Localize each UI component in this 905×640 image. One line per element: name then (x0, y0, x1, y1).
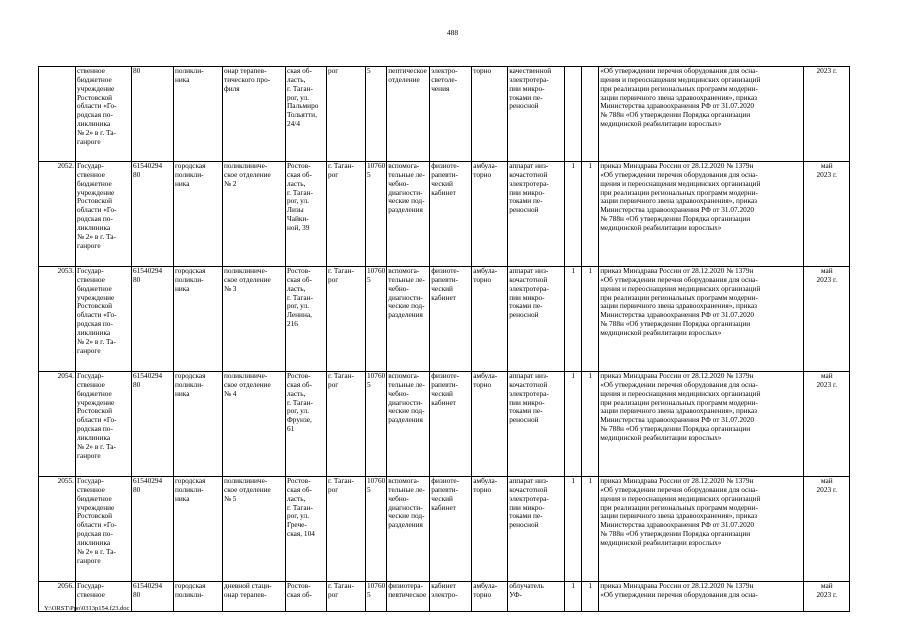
quantity-1: 1 (565, 582, 582, 612)
city: г. Таган- рог (327, 162, 366, 267)
quantity-2: 1 (582, 477, 599, 582)
inn-code: 61540294 80 (132, 477, 174, 582)
equipment-name: аппарат низ- кочастотной электротера- пии микро- токами пе- реносной (508, 267, 565, 372)
delivery-date: май 2023 г. (804, 267, 850, 372)
table-row (39, 477, 850, 582)
row-number: 2056. (39, 582, 76, 612)
oktmo-code: 10760 5 (366, 162, 387, 267)
facility-type: городская поликли- ника (174, 162, 223, 267)
organization-name: Государ- ственное бюджетное учреждение Ростовской области «Го- родская по- ликлиника № 2» в г. Та- ганроге (76, 162, 132, 267)
quantity-2: 1 (582, 162, 599, 267)
address: Ростов- ская об- ласть, г. Таган- рог, ул. Ленина, 216 (286, 267, 327, 372)
legal-basis: приказ Минздрава России от 28.12.2020 № 1379н «Об утверждении перечня оборудования для осна- (599, 582, 804, 612)
organization-name: ственное бюджетное учреждение Ростовской области «Го- родская по- ликлиника № 2» в г. Та- ганроге (76, 67, 132, 162)
address: Ростов- ская об- ласть, г. Таган- рог, ул. Грече- ская, 104 (286, 477, 327, 582)
legal-basis: приказ Минздрава России от 28.12.2020 № 1379н «Об утверждении перечня оборудования для осна- щения и переоснащения медицинских организаций при реализации региональных программ модерни- зации первичного звена здравоохранения», приказ Министерства здравоохранения РФ от 31.07.2020 № 788н «Об утверждении Порядка организации медицинской реабилитации взрослых» (599, 267, 804, 372)
quantity-1: 1 (565, 267, 582, 372)
organization-name: Государ- ственное бюджетное учреждение Ростовской области «Го- родская по- ликлиника № 2» в г. Та- ганроге (76, 267, 132, 372)
department-name: поликлиниче- ское отделение № 5 (223, 477, 286, 582)
department-name: дневной стаци- онар терапев- (223, 582, 286, 612)
row-number: 2054. (39, 372, 76, 477)
delivery-date: май 2023 г. (804, 582, 850, 612)
quantity-2 (582, 67, 599, 162)
department-name: поликлиниче- ское отделение № 4 (223, 372, 286, 477)
subdivision: вспомога- тельные ле- чебно- диагности- ческие под- разделения (387, 372, 430, 477)
city: рог (327, 67, 366, 162)
row-number (39, 67, 76, 162)
facility-type: поликли- ника (174, 67, 223, 162)
inn-code: 61540294 80 (132, 162, 174, 267)
address: Ростов- ская об- ласть, г. Таган- рог, ул. Фрунзе, 61 (286, 372, 327, 477)
cabinet: физиоте- рапевти- ческий кабинет (430, 477, 472, 582)
legal-basis: «Об утверждении перечня оборудования для осна- щения и переоснащения медицинских организаций при реализации региональных программ модерни- зации первичного звена здравоохранения», приказ Министерства здравоохранения РФ от 31.07.2020 № 788н «Об утверждении Порядка организации медицинской реабилитации взрослых» (599, 67, 804, 162)
city: г. Таган- рог (327, 582, 366, 612)
address: ская об- ласть, г. Таган- рог, ул. Пальмиро Тольятти, 24/4 (286, 67, 327, 162)
legal-basis: приказ Минздрава России от 28.12.2020 № 1379н «Об утверждении перечня оборудования для осна- щения и переоснащения медицинских организаций при реализации региональных программ модерни- зации первичного звена здравоохранения», приказ Министерства здравоохранения РФ от 31.07.2020 № 788н «Об утверждении Порядка организации медицинской реабилитации взрослых» (599, 162, 804, 267)
care-condition: амбула- торно (472, 372, 508, 477)
table-row (39, 67, 850, 162)
address: Ростов- ская об- (286, 582, 327, 612)
facility-type: городская поликли- (174, 582, 223, 612)
oktmo-code: 10760 5 (366, 477, 387, 582)
organization-name: Государ- ственное бюджетное учреждение Ростовской области «Го- родская по- ликлиника № 2» в г. Та- ганроге (76, 372, 132, 477)
inn-code: 80 (132, 67, 174, 162)
equipment-name: аппарат низ- кочастотной электротера- пии микро- токами пе- реносной (508, 372, 565, 477)
care-condition: амбула- торно (472, 162, 508, 267)
legal-basis: приказ Минздрава России от 28.12.2020 № 1379н «Об утверждении перечня оборудования для осна- щения и переоснащения медицинских организаций при реализации региональных программ модерни- зации первичного звена здравоохранения», приказ Министерства здравоохранения РФ от 31.07.2020 № 788н «Об утверждении Порядка организации медицинской реабилитации взрослых» (599, 477, 804, 582)
row-number: 2055. (39, 477, 76, 582)
legal-basis: приказ Минздрава России от 28.12.2020 № 1379н «Об утверждении перечня оборудования для осна- щения и переоснащения медицинских организаций при реализации региональных программ модерни- зации первичного звена здравоохранения», приказ Министерства здравоохранения РФ от 31.07.2020 № 788н «Об утверждении Порядка организации медицинской реабилитации взрослых» (599, 372, 804, 477)
care-condition: амбула- торно (472, 477, 508, 582)
delivery-date: май 2023 г. (804, 477, 850, 582)
oktmo-code: 10760 5 (366, 582, 387, 612)
inn-code: 61540294 80 (132, 582, 174, 612)
equipment-name: аппарат низ- кочастотной электротера- пии микро- токами пе- реносной (508, 162, 565, 267)
quantity-2: 1 (582, 582, 599, 612)
delivery-date: 2023 г. (804, 67, 850, 162)
quantity-1: 1 (565, 477, 582, 582)
oktmo-code: 10760 5 (366, 267, 387, 372)
table-row (39, 162, 850, 267)
equipment-name: качественной электротера- пии микро- токами пе- реносной (508, 67, 565, 162)
delivery-date: май 2023 г. (804, 372, 850, 477)
organization-name: Государ- ственное бюджетное учреждение Ростовской области «Го- родская по- ликлиника № 2» в г. Та- ганроге (76, 477, 132, 582)
cabinet: физиоте- рапевти- ческий кабинет (430, 267, 472, 372)
city: г. Таган- рог (327, 477, 366, 582)
address: Ростов- ская об- ласть, г. Таган- рог, ул. Лизы Чайки- ной, 39 (286, 162, 327, 267)
quantity-2: 1 (582, 267, 599, 372)
equipment-name: облучатель УФ- (508, 582, 565, 612)
quantity-1 (565, 67, 582, 162)
inn-code: 61540294 80 (132, 267, 174, 372)
subdivision: пептическое отделение (387, 67, 430, 162)
table-row (39, 372, 850, 477)
subdivision: физиотера- певтическое (387, 582, 430, 612)
city: г. Таган- рог (327, 372, 366, 477)
footer-file-path: Y:\ORST\Ppo\0313p154.f23.doc (44, 605, 130, 612)
subdivision: вспомога- тельные ле- чебно- диагности- ческие под- разделения (387, 267, 430, 372)
delivery-date: май 2023 г. (804, 162, 850, 267)
cabinet: физиоте- рапевти- ческий кабинет (430, 372, 472, 477)
facility-type: городская поликли- ника (174, 372, 223, 477)
cabinet: кабинет электро- (430, 582, 472, 612)
equipment-name: аппарат низ- кочастотной электротера- пии микро- токами пе- реносной (508, 477, 565, 582)
facility-type: городская поликли- ника (174, 267, 223, 372)
department-name: онар терапев- тического про- филя (223, 67, 286, 162)
cabinet: физиоте- рапевти- ческий кабинет (430, 162, 472, 267)
page-number: 488 (446, 28, 459, 37)
city: г. Таган- рог (327, 267, 366, 372)
oktmo-code: 10760 5 (366, 372, 387, 477)
table-row (39, 582, 850, 612)
quantity-2: 1 (582, 372, 599, 477)
subdivision: вспомога- тельные ле- чебно- диагности- ческие под- разделения (387, 162, 430, 267)
quantity-1: 1 (565, 162, 582, 267)
row-number: 2052. (39, 162, 76, 267)
subdivision: вспомога- тельные ле- чебно- диагности- ческие под- разделения (387, 477, 430, 582)
row-number: 2053. (39, 267, 76, 372)
care-condition: амбула- торно (472, 267, 508, 372)
organization-name: Государ- ственное (76, 582, 132, 612)
inn-code: 61540294 80 (132, 372, 174, 477)
department-name: поликлиниче- ское отделение № 2 (223, 162, 286, 267)
department-name: поликлиниче- ское отделение № 3 (223, 267, 286, 372)
cabinet: электро- светоле- чения (430, 67, 472, 162)
quantity-1: 1 (565, 372, 582, 477)
care-condition: торно (472, 67, 508, 162)
care-condition: амбула- торно (472, 582, 508, 612)
oktmo-code: 5 (366, 67, 387, 162)
register-table (38, 66, 850, 612)
facility-type: городская поликли- ника (174, 477, 223, 582)
table-row (39, 267, 850, 372)
